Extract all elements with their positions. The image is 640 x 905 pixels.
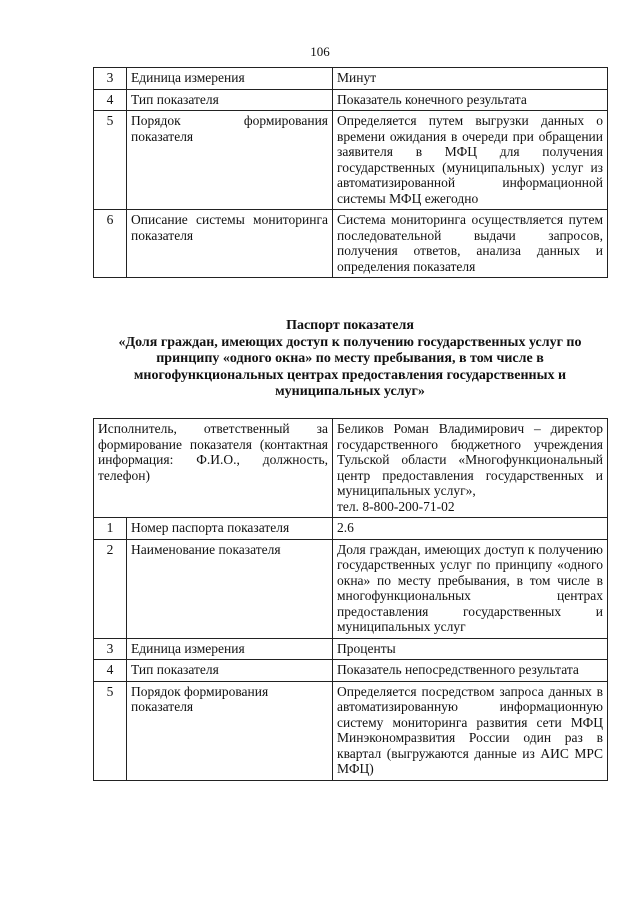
passport-title: Паспорт показателя	[286, 318, 414, 333]
row-value: Минут	[333, 68, 608, 90]
row-number: 5	[94, 681, 127, 780]
row-value: Система мониторинга осуществляется путем последовательной выдачи запросов, получения ответов, анализа данных и определения показателя	[333, 210, 608, 278]
row-number: 4	[94, 660, 127, 682]
row-value: Показатель непосредственного результата	[333, 660, 608, 682]
table-row	[94, 638, 608, 660]
row-value: Показатель конечного результата	[333, 89, 608, 111]
row-label: Порядок формирования показателя	[127, 681, 333, 780]
table-row	[94, 518, 608, 540]
page-number: 106	[310, 44, 330, 59]
row-label: Тип показателя	[127, 89, 333, 111]
row-label: Номер паспорта показателя	[127, 518, 333, 540]
row-label: Порядок формирования показателя	[127, 111, 333, 210]
row-label: Тип показателя	[127, 660, 333, 682]
executor-value: Беликов Роман Владимирович – директор государственного бюджетного учреждения Тульской области «Многофункциональный центр предоставления государственных и муниципальных услуг», тел. 8-800-200-71-02	[333, 419, 608, 518]
row-number: 4	[94, 89, 127, 111]
row-value: Доля граждан, имеющих доступ к получению государственных услуг по принципу «одного окна» по месту пребывания, в том числе в многофункциональных центрах предоставления государственных и муниципальных услуг	[333, 539, 608, 638]
table-row	[94, 89, 608, 111]
indicator-name-heading: «Доля граждан, имеющих доступ к получению государственных услуг по принципу «одного окна» по месту пребывания, в том числе в многофункциональных центрах предоставления государственных и муниципальных услуг»	[118, 334, 582, 399]
indicator-table-continued	[93, 67, 608, 278]
row-label: Описание системы мониторинга показателя	[127, 210, 333, 278]
indicator-passport-table	[93, 418, 608, 781]
table-row	[94, 210, 608, 278]
row-label: Единица измерения	[127, 68, 333, 90]
executor-label: Исполнитель, ответственный за формирование показателя (контактная информация: Ф.И.О., должность, телефон)	[94, 419, 333, 518]
row-value: Проценты	[333, 638, 608, 660]
row-number: 5	[94, 111, 127, 210]
row-number: 3	[94, 638, 127, 660]
row-value: Определяется путем выгрузки данных о времени ожидания в очереди при обращении заявителя в МФЦ для получения государственных (муниципальных) услуг из автоматизированной информационной системы МФЦ ежегодно	[333, 111, 608, 210]
row-label: Единица измерения	[127, 638, 333, 660]
table-row	[94, 660, 608, 682]
table-row	[94, 681, 608, 780]
row-number: 6	[94, 210, 127, 278]
table-row	[94, 539, 608, 638]
row-number: 1	[94, 518, 127, 540]
row-number: 2	[94, 539, 127, 638]
table-row	[94, 68, 608, 90]
executor-row	[94, 419, 608, 518]
row-value: 2.6	[333, 518, 608, 540]
row-value: Определяется посредством запроса данных в автоматизированную информационную систему мониторинга развития сети МФЦ Минэкономразвития России один раз в квартал (выгружаются данные из АИС МРС МФЦ)	[333, 681, 608, 780]
row-number: 3	[94, 68, 127, 90]
row-label: Наименование показателя	[127, 539, 333, 638]
table-row	[94, 111, 608, 210]
passport-heading	[93, 318, 607, 401]
